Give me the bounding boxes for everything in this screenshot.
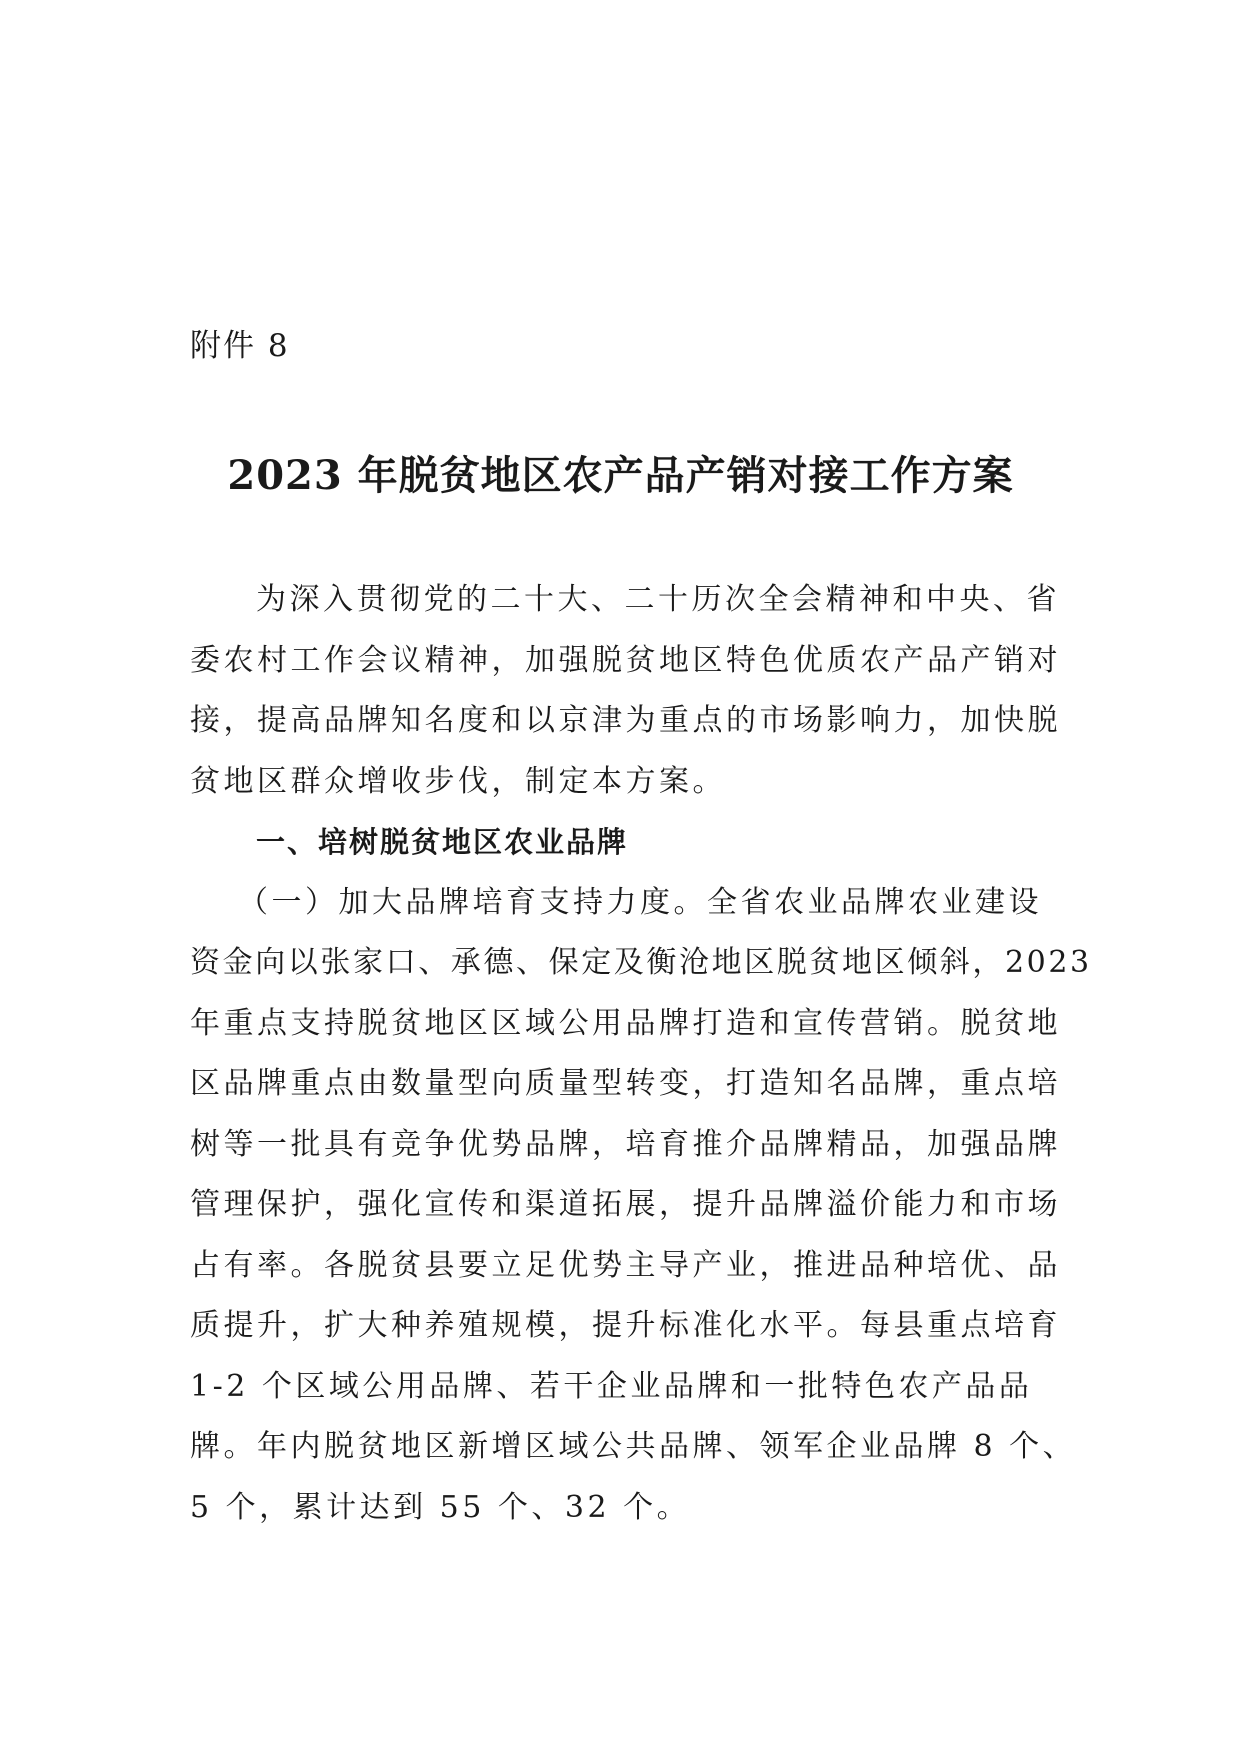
paragraph-line: 树等一批具有竞争优势品牌，培育推介品牌精品，加强品牌 — [190, 1126, 1061, 1162]
paragraph-line: 区品牌重点由数量型向质量型转变，打造知名品牌，重点培 — [190, 1066, 1061, 1101]
attachment-label: 附件 8 — [190, 328, 290, 364]
subsection-line: （一）加大品牌培育支持力度。全省农业品牌农业建设 — [238, 884, 1042, 920]
paragraph-line: 资金向以张家口、承德、保定及衡沧地区脱贫地区倾斜，2023 — [190, 945, 1092, 980]
paragraph-line: 牌。年内脱贫地区新增区域公共品牌、领军企业品牌 8 个、 — [190, 1429, 1077, 1464]
document-title: 2023 年脱贫地区农产品产销对接工作方案 — [227, 452, 1014, 499]
paragraph-line: 质提升，扩大种养殖规模，提升标准化水平。每县重点培育 — [190, 1308, 1061, 1343]
paragraph-line: 年重点支持脱贫地区区域公用品牌打造和宣传营销。脱贫地 — [190, 1005, 1061, 1041]
paragraph-line: 占有率。各脱贫县要立足优势主导产业，推进品种培优、品 — [190, 1247, 1061, 1283]
section-heading: 一、培树脱贫地区农业品牌 — [256, 825, 629, 859]
paragraph-line: 贫地区群众增收步伐，制定本方案。 — [190, 763, 726, 799]
paragraph-line: 为深入贯彻党的二十大、二十历次全会精神和中央、省 — [256, 582, 1060, 617]
paragraph-line: 委农村工作会议精神，加强脱贫地区特色优质农产品产销对 — [190, 642, 1061, 678]
paragraph-line: 1-2 个区域公用品牌、若干企业品牌和一批特色农产品品 — [190, 1368, 1033, 1404]
paragraph-line: 接，提高品牌知名度和以京津为重点的市场影响力，加快脱 — [190, 703, 1061, 738]
paragraph-line: 5 个，累计达到 55 个、32 个。 — [190, 1489, 691, 1525]
document-body — [190, 570, 1092, 1538]
paragraph-line: 管理保护，强化宣传和渠道拓展，提升品牌溢价能力和市场 — [190, 1187, 1061, 1222]
